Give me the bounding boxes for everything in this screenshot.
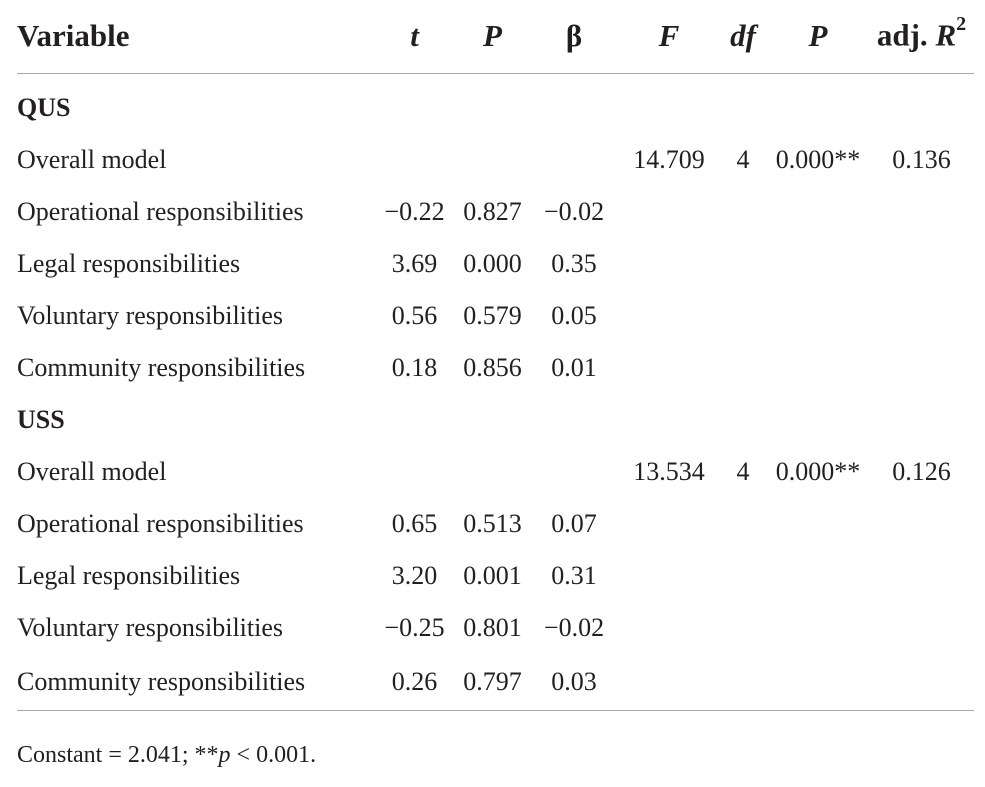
row-label: Community responsibilities (17, 654, 373, 711)
group-row-uss (17, 394, 974, 446)
model-row (17, 446, 974, 498)
footnote-p: p (218, 742, 231, 768)
table-row (17, 186, 974, 238)
header-variable: Variable (17, 0, 373, 74)
cell-beta: −0.02 (543, 613, 605, 642)
cell-t: 0.26 (373, 654, 456, 711)
table-row (17, 498, 974, 550)
cell-p: 0.827 (463, 197, 522, 226)
cell-p: 0.801 (463, 613, 522, 642)
cell-beta: 0.35 (551, 249, 597, 278)
cell-p: 0.000 (463, 249, 522, 278)
row-label: Overall model (17, 457, 167, 486)
row-label: Community responsibilities (17, 353, 306, 382)
header-adj-r2-sup: 2 (956, 13, 967, 36)
cell-t: −0.22 (384, 197, 445, 226)
table-row (17, 238, 974, 290)
footnote-before: Constant = 2.041; ** (17, 742, 219, 768)
cell-p: 0.856 (463, 353, 522, 382)
row-label: Operational responsibilities (17, 197, 304, 226)
cell-p: 0.579 (463, 301, 522, 330)
row-label: Overall model (17, 145, 167, 174)
cell-t: 0.18 (391, 353, 438, 382)
header-adj-r2 (869, 0, 974, 74)
row-label: Legal responsibilities (17, 249, 241, 278)
row-label: Voluntary responsibilities (17, 301, 284, 330)
cell-f: 13.534 (633, 457, 705, 486)
table-row (17, 290, 974, 342)
cell-model-p: 0.000** (775, 457, 861, 486)
table-footnote (17, 742, 316, 769)
row-label: Operational responsibilities (17, 509, 304, 538)
table-row (17, 602, 974, 654)
header-adj-r2-r: R (935, 17, 957, 53)
cell-t: −0.25 (384, 613, 445, 642)
header-f: F (619, 0, 719, 74)
header-df: df (719, 0, 767, 74)
cell-beta: 0.03 (529, 654, 619, 711)
model-row (17, 134, 974, 186)
table-row (17, 654, 974, 711)
header-row (17, 0, 974, 74)
cell-p: 0.513 (463, 509, 522, 538)
footnote-after: < 0.001. (230, 742, 317, 768)
table-row (17, 342, 974, 394)
header-t: t (373, 0, 456, 74)
group-label: QUS (17, 93, 71, 122)
cell-beta: 0.07 (551, 509, 597, 538)
cell-p: 0.797 (456, 654, 529, 711)
cell-t: 3.69 (391, 249, 438, 278)
cell-t: 3.20 (391, 561, 438, 590)
header-model-p: P (767, 0, 869, 74)
regression-table (17, 0, 974, 711)
cell-beta: 0.31 (551, 561, 597, 590)
table-row (17, 550, 974, 602)
cell-df: 4 (736, 457, 750, 486)
cell-df: 4 (736, 145, 750, 174)
cell-adj-r2: 0.136 (892, 145, 951, 174)
cell-adj-r2: 0.126 (892, 457, 951, 486)
regression-table-container (17, 0, 974, 711)
cell-t: 0.56 (391, 301, 438, 330)
group-label: USS (17, 405, 65, 434)
row-label: Voluntary responsibilities (17, 613, 284, 642)
cell-beta: −0.02 (543, 197, 605, 226)
header-beta: β (529, 0, 619, 74)
header-p: P (456, 0, 529, 74)
cell-p: 0.001 (463, 561, 522, 590)
header-adj-r2-prefix: adj. (876, 17, 936, 53)
cell-t: 0.65 (391, 509, 438, 538)
group-row-qus (17, 74, 974, 135)
row-label: Legal responsibilities (17, 561, 241, 590)
cell-beta: 0.05 (551, 301, 597, 330)
cell-f: 14.709 (633, 145, 705, 174)
cell-model-p: 0.000** (775, 145, 861, 174)
cell-beta: 0.01 (551, 353, 597, 382)
